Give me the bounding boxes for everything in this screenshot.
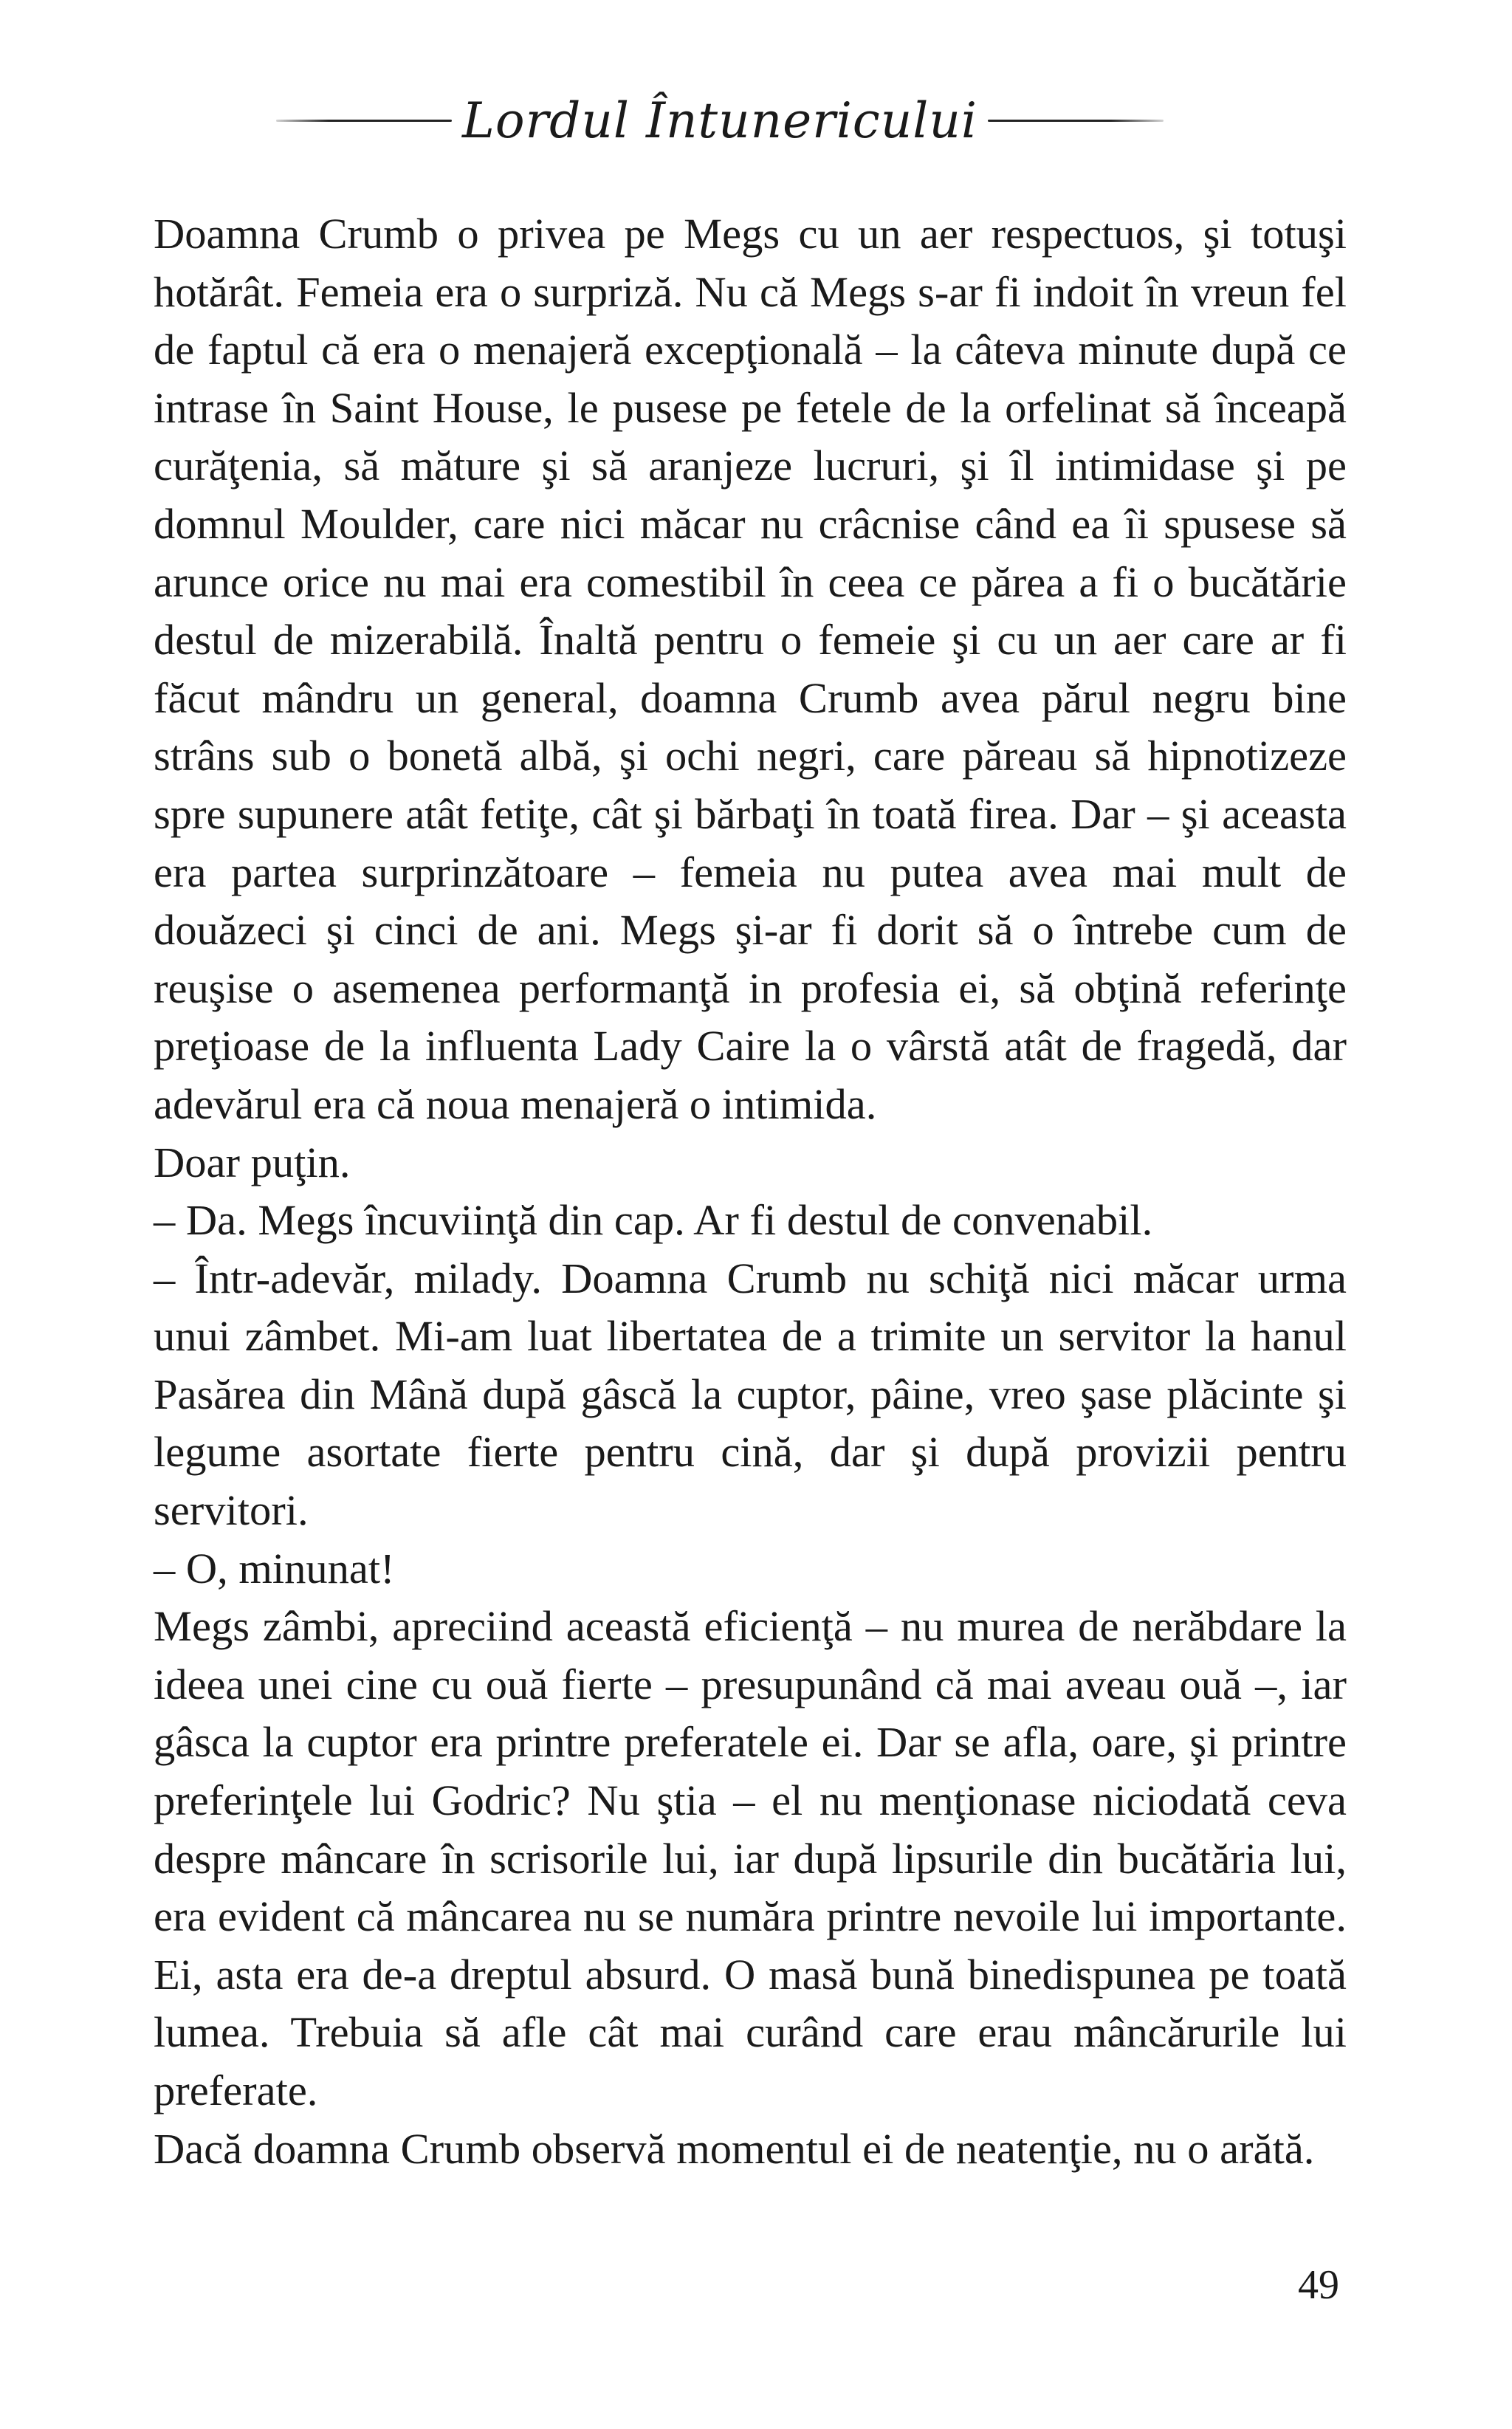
paragraph: Doar puţin. bbox=[154, 1138, 351, 1186]
paragraph: Megs zâmbi, apreciind această eficienţă – nu murea de nerăbdare la ideea unei cine cu ouă fierte – presupunând că mai aveau ouă –, iar gâsca la cuptor era printre preferatele ei. Dar se afla, oare, şi printre preferinţele lui Godric? Nu ştia – el nu menţionase niciodată ceva despre mâncare în scrisorile lui, iar după lipsurile din bucătăria lui, era evident că mâncarea nu se număra printre nevoile lui importante. Ei, asta era de-a dreptul absurd. O masă bună binedispunea pe toată lumea. Trebuia să afle cât mai curând care erau mâncărurile lui preferate. bbox=[154, 1602, 1347, 2114]
dialogue-line: – Da. Megs încuviinţă din cap. Ar fi destul de convenabil. bbox=[154, 1196, 1153, 1245]
dialogue-line: – O, minunat! bbox=[154, 1544, 395, 1593]
page-number: 49 bbox=[1298, 2262, 1339, 2308]
header-title: Lordul Întunericului bbox=[462, 92, 977, 149]
body-text bbox=[154, 205, 1347, 2178]
header-rule-left bbox=[276, 120, 452, 122]
paragraph: Dacă doamna Crumb observă momentul ei de neatenţie, nu o arătă. bbox=[154, 2124, 1315, 2173]
running-header bbox=[266, 80, 1174, 161]
paragraph: Doamna Crumb o privea pe Megs cu un aer respectuos, şi totuşi hotărât. Femeia era o surpriză. Nu că Megs s-ar fi indoit în vreun fel de faptul că era o menajeră excepţională – la câteva minute după ce intrase în Saint House, le pusese pe fetele de la orfelinat să înceapă curăţenia, să măture şi să aranjeze lucruri, şi îl intimidase şi pe domnul Moulder, care nici măcar nu crâcnise când ea îi spusese să arunce orice nu mai era comestibil în ceea ce părea a fi o bucătărie destul de mizerabilă. Înaltă pentru o femeie şi cu un aer care ar fi făcut mândru un general, doamna Crumb avea părul negru bine strâns sub o bonetă albă, şi ochi negri, care păreau să hipnotizeze spre supunere atât fetiţe, cât şi bărbaţi în toată firea. Dar – şi aceasta era partea surprinzătoare – femeia nu putea avea mai mult de douăzeci şi cinci de ani. Megs şi-ar fi dorit să o întrebe cum de reuşise o asemenea performanţă in profesia ei, să obţină referinţe preţioase de la influenta Lady Caire la o vârstă atât de fragedă, dar adevărul era că noua menajeră o intimida. bbox=[154, 210, 1347, 1128]
header-rule-right bbox=[988, 120, 1164, 122]
dialogue-line: – Într-adevăr, milady. Doamna Crumb nu schiţă nici măcar urma unui zâmbet. Mi-am luat libertatea de a trimite un servitor la hanul Pasărea din Mână după gâscă la cuptor, pâine, vreo şase plăcinte şi legume asortate fierte pentru cină, dar şi după provizii pentru servitori. bbox=[154, 1254, 1347, 1535]
